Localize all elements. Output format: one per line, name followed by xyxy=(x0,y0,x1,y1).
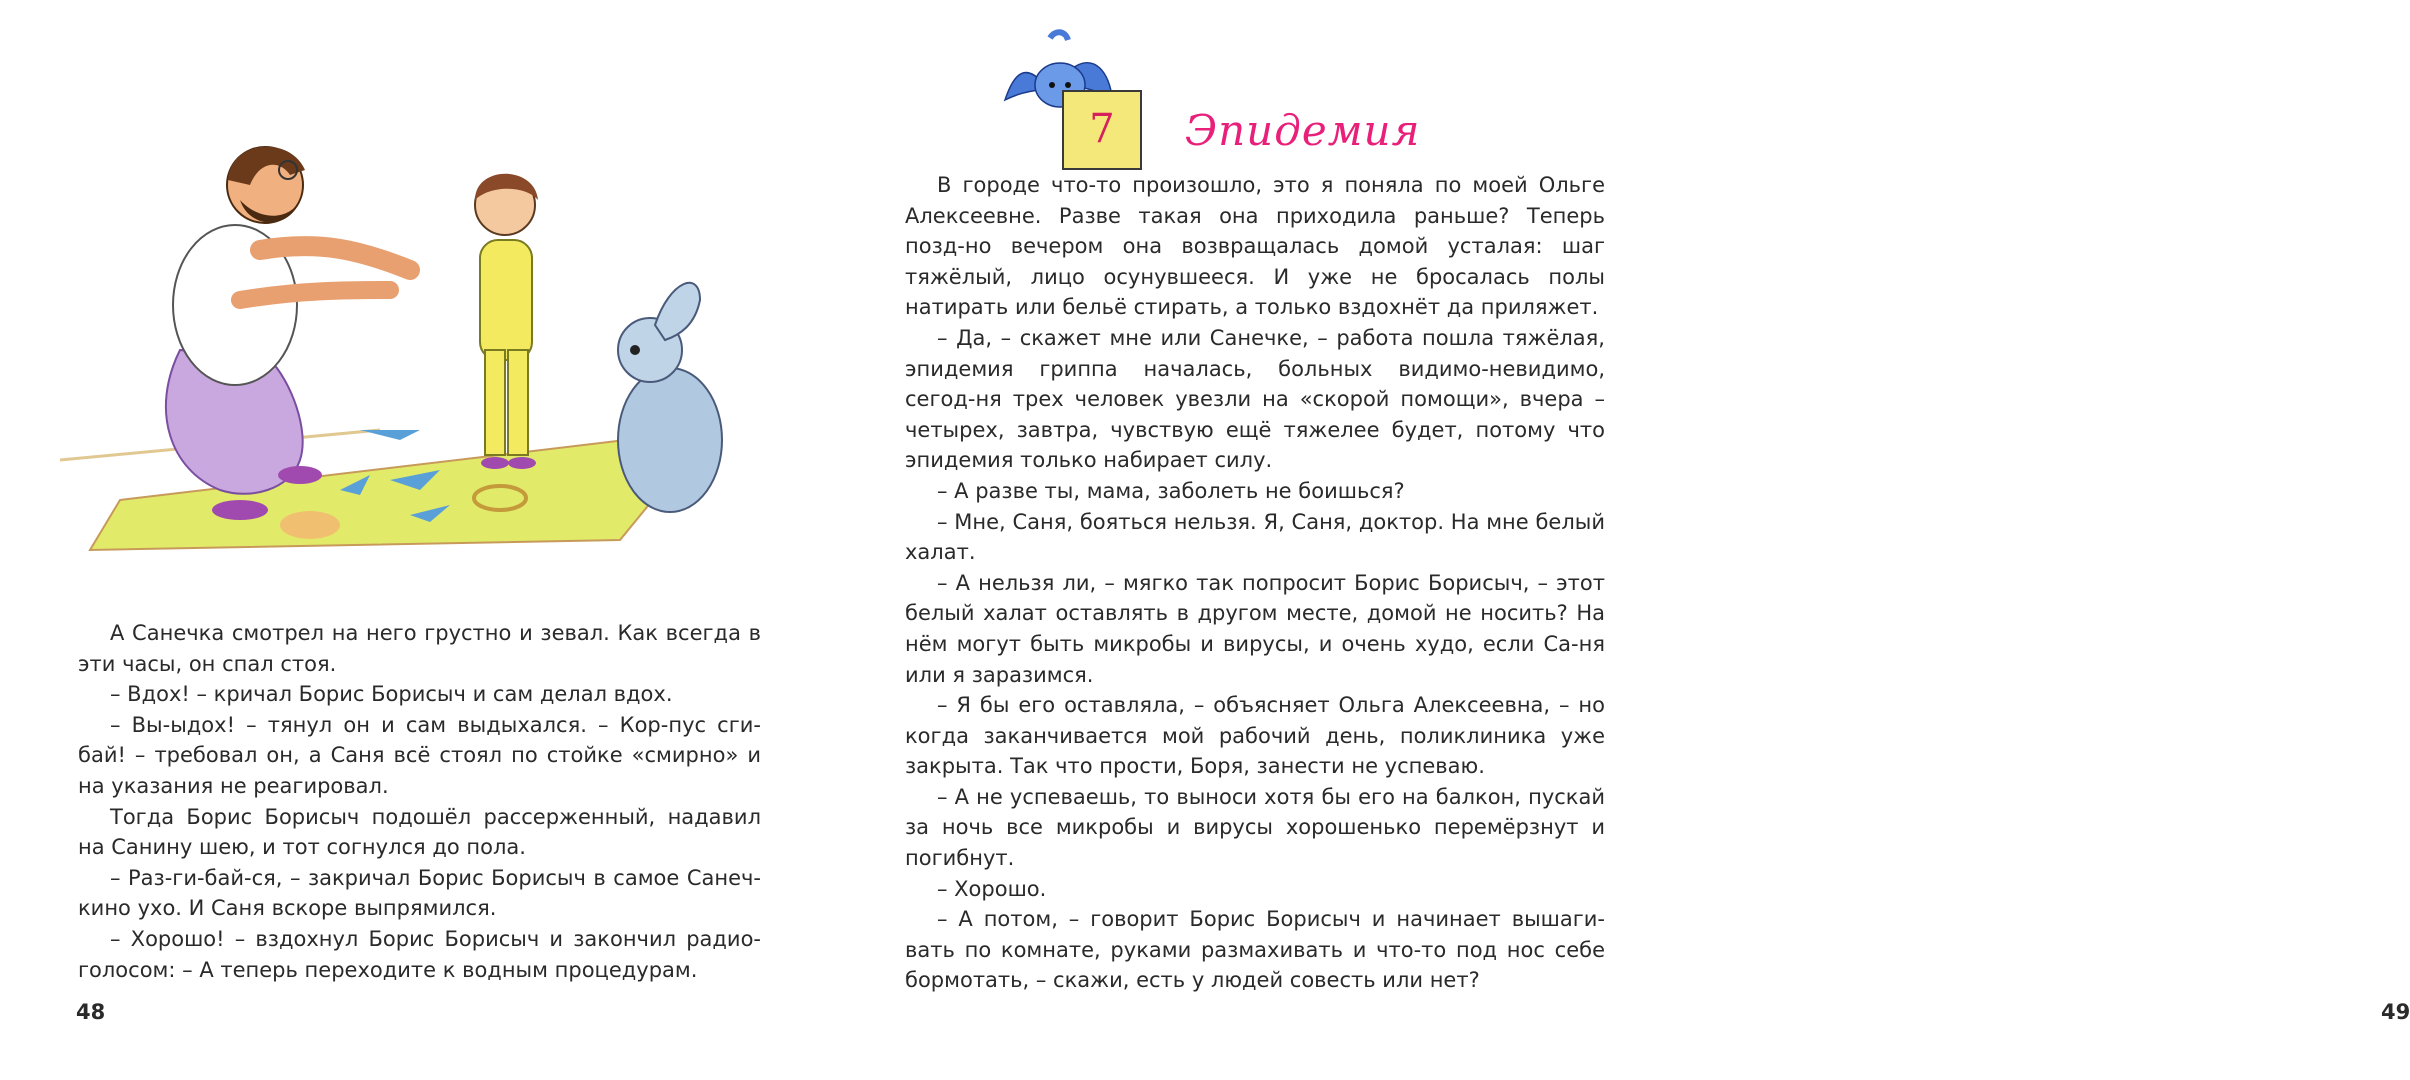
paragraph: В городе что-то произошло, это я поняла по моей Ольге Алексеевне. Разве такая она приходила раньше? Теперь позд-но вечером она возвращалась домой усталая: шаг тяжёлый, лицо осунувшееся. И уже не бросалась полы натирать или бельё стирать, а только вздохнёт да приляжет. xyxy=(905,173,1605,320)
paragraph: – А не успеваешь, то выноси хотя бы его на балкон, пускай за ночь все микробы и вирусы хорошенько перемёрзнут и погибнут. xyxy=(905,784,1605,871)
illustration-man-boy-dog xyxy=(60,130,780,590)
paragraph: А Санечка смотрел на него грустно и зевал. Как всегда в эти часы, он спал стоя. xyxy=(78,621,761,676)
left-page-text xyxy=(78,618,761,985)
chapter-number: 7 xyxy=(1089,106,1115,152)
page-number: 49 xyxy=(2381,1000,2410,1024)
page-number: 48 xyxy=(76,1000,106,1024)
chapter-title: Эпидемия xyxy=(1185,106,1421,155)
chapter-number-box xyxy=(1062,90,1142,170)
paragraph: – Вдох! – кричал Борис Борисыч и сам делал вдох. xyxy=(110,682,673,707)
paragraph: – Раз-ги-бай-ся, – закричал Борис Борисыч в самое Санеч-кино ухо. И Саня вскоре выпрямился. xyxy=(78,865,761,921)
paragraph: – Вы-ыдох! – тянул он и сам выдыхался. – Кор-пус сги-бай! – требовал он, а Саня всё стоял по стойке «смирно» и на указания не реагировал. xyxy=(78,712,761,798)
paragraph: Тогда Борис Борисыч подошёл рассерженный, надавил на Санину шею, и тот согнулся до пола. xyxy=(78,804,761,860)
paragraph: – Я бы его оставляла, – объясняет Ольга Алексеевна, – но когда заканчивается мой рабочий день, поликлиника уже закрыта. Так что прости, Боря, занести не успеваю. xyxy=(905,693,1605,779)
paragraph: – А нельзя ли, – мягко так попросит Борис Борисыч, – этот белый халат оставлять в другом месте, домой не носить? На нём могут быть микробы и вирусы, и очень худо, если Са-ня или я заразимся. xyxy=(905,570,1605,687)
paragraph: – Да, – скажет мне или Санечке, – работа пошла тяжёлая, эпидемия гриппа началась, больных видимо-невидимо, сегод-ня трех человек увезли на «скорой помощи», вчера – четырех, завтра, чувствую ещё тяжелее будет, потому что эпидемия только набирает силу. xyxy=(905,325,1605,473)
paragraph: – Хорошо. xyxy=(937,876,1047,901)
paragraph: – Хорошо! – вздохнул Борис Борисыч и закончил радио-голосом: – А теперь переходите к водным процедурам. xyxy=(78,926,761,982)
right-page xyxy=(831,0,2410,1080)
left-page xyxy=(0,0,831,1080)
paragraph: – А потом, – говорит Борис Борисыч и начинает вышаги-вать по комнате, руками размахивать и что-то под нос себе бормотать, – скажи, есть у людей совесть или нет? xyxy=(905,907,1605,993)
paragraph: – Мне, Саня, бояться нельзя. Я, Саня, доктор. На мне белый халат. xyxy=(905,509,1605,565)
right-page-text xyxy=(905,170,1605,996)
chapter-heading xyxy=(1000,30,1440,155)
paragraph: – А разве ты, мама, заболеть не боишься? xyxy=(937,478,1405,503)
